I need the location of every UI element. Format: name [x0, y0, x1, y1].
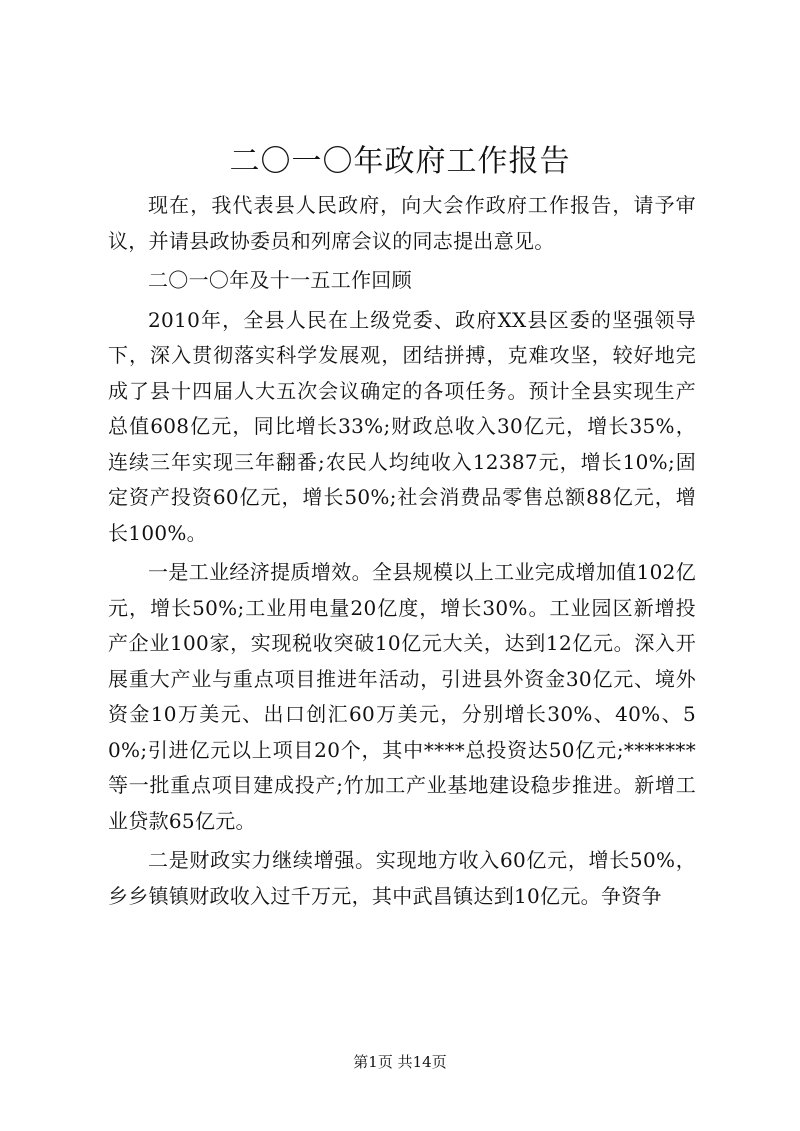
page-title: 二〇一〇年政府工作报告 [229, 144, 571, 179]
paragraph-intro: 现在，我代表县人民政府，向大会作政府工作报告，请予审议，并请县政协委员和列席会议的同志提出意见。 [108, 193, 696, 253]
paragraph-industry: 一是工业经济提质增效。全县规模以上工业完成增加值102亿元，增长50%;工业用电量20亿度，增长30%。工业园区新增投产企业100家，实现税收突破10亿元大关，达到12亿元。深入开展重大产业与重点项目推进年活动，引进县外资金30亿元、境外资金10万美元、出口创汇60万美元，分别增长30%、40%、50%;引进亿元以上项目20个，其中****总投资达50亿元;*******等一批重点项目建成投产;竹加工产业基地建设稳步推进。新增工业贷款65亿元。 [108, 560, 696, 833]
paragraph-review: 2010年，全县人民在上级党委、政府XX县区委的坚强领导下，深入贯彻落实科学发展观，团结拼搏，克难攻坚，较好地完成了县十四届人大五次会议确定的各项任务。预计全县实现生产总值608亿元，同比增长33%;财政总收入30亿元，增长35%，连续三年实现三年翻番;农民人均纯收入12387元，增长10%;固定资产投资60亿元，增长50%;社会消费品零售总额88亿元，增长100%。 [108, 307, 696, 545]
section-heading: 二〇一〇年及十一五工作回顾 [148, 268, 412, 292]
paragraph-finance: 二是财政实力继续增强。实现地方收入60亿元，增长50%，乡乡镇镇财政收入过千万元，其中武昌镇达到10亿元。争资争 [108, 848, 696, 908]
document-body [108, 188, 696, 914]
page-footer: 第1页 共14页 [353, 1053, 447, 1071]
